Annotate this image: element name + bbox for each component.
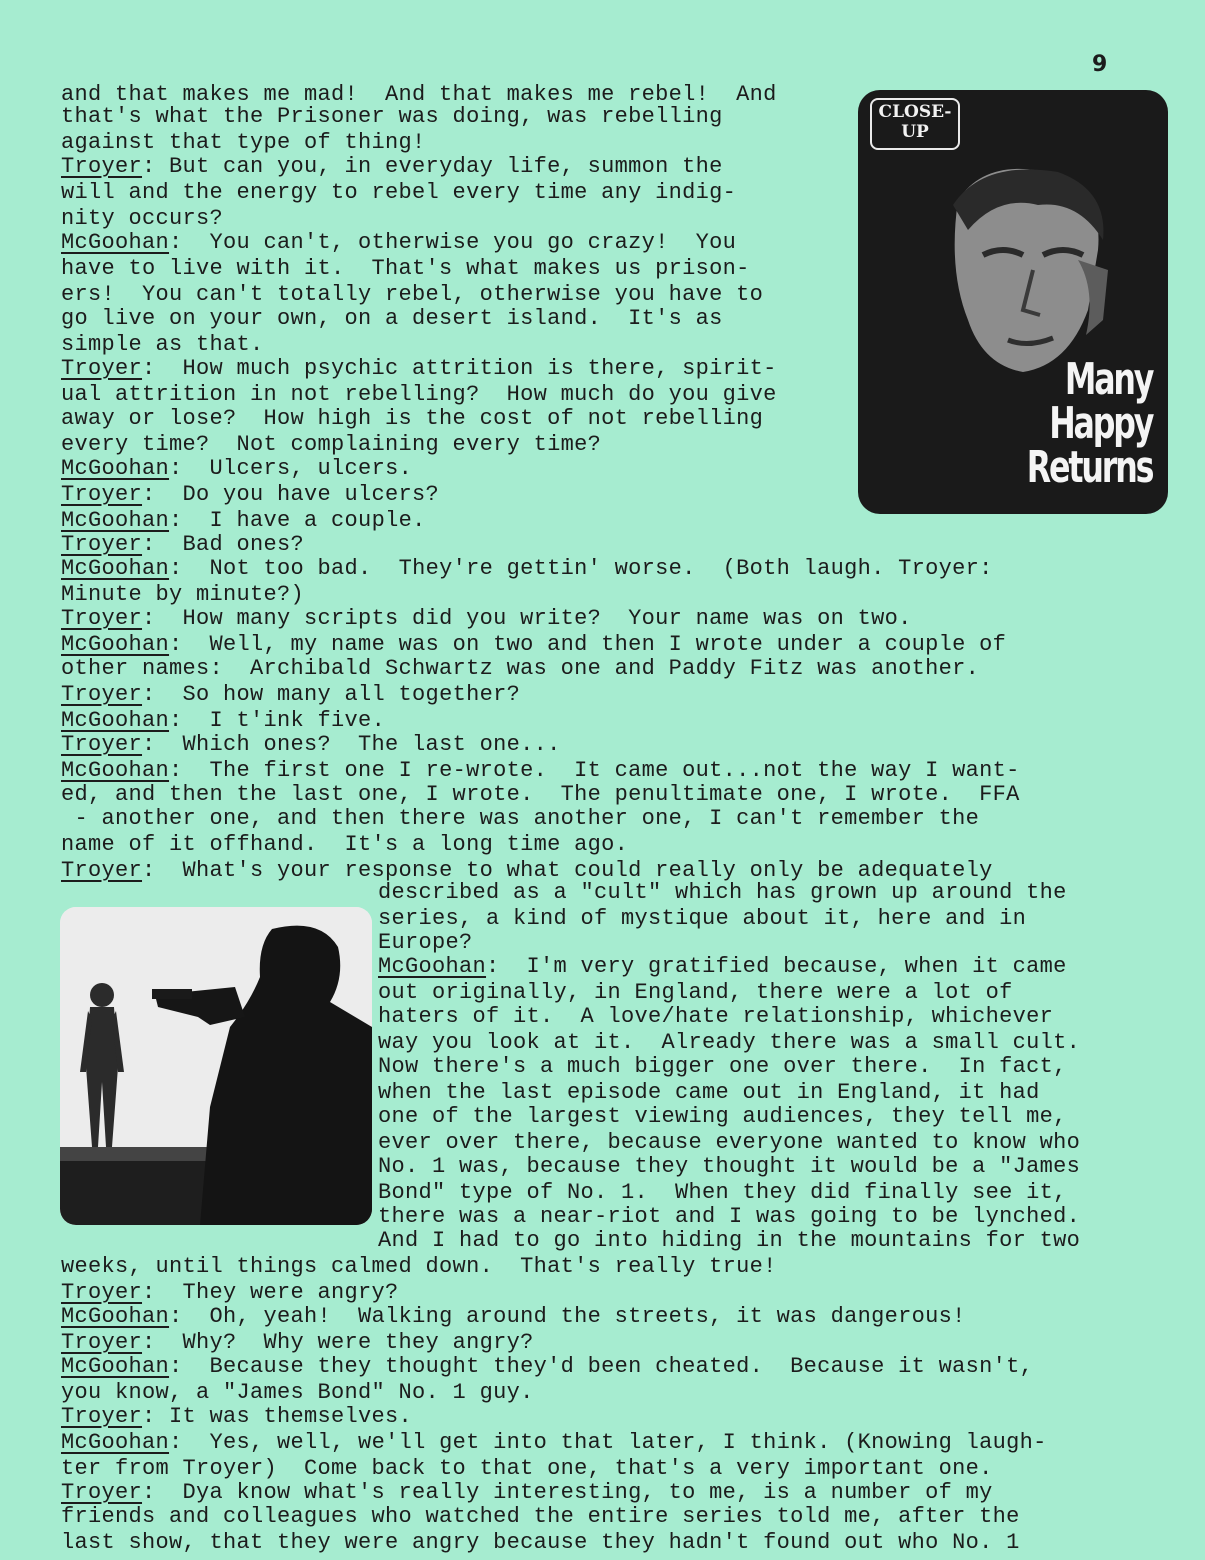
- title-line: Many: [1064, 354, 1152, 405]
- line-text: : I t'ink five.: [169, 708, 386, 733]
- text-line: [61, 256, 750, 281]
- line-text: that's what the Prisoner was doing, was rebelling: [61, 104, 723, 129]
- text-line: [61, 1456, 993, 1481]
- speaker-line: [61, 1304, 966, 1329]
- speaker-line: [61, 508, 426, 533]
- line-text: simple as that.: [61, 332, 264, 357]
- line-text: when the last episode came out in England, it had: [378, 1080, 1040, 1105]
- line-text: : Because they thought they'd been cheated. Because it wasn't,: [169, 1354, 1034, 1379]
- speaker-line: [61, 356, 777, 381]
- line-text: : What's your response to what could really only be adequately: [142, 858, 993, 883]
- line-text: away or lose? How high is the cost of not rebelling: [61, 406, 764, 431]
- text-line: [61, 406, 763, 431]
- speaker-line: [61, 682, 520, 707]
- line-text: ual attrition in not rebelling? How much do you give: [61, 382, 777, 407]
- text-line: [61, 282, 763, 307]
- line-text: ter from Troyer) Come back to that one, that's a very important one.: [61, 1456, 993, 1481]
- line-text: weeks, until things calmed down. That's really true!: [61, 1254, 777, 1279]
- speaker-name: Troyer: [61, 1330, 143, 1355]
- speaker-line: [61, 1480, 993, 1505]
- line-text: Bond" type of No. 1. When they did finally see it,: [378, 1180, 1067, 1205]
- speaker-name: McGoohan: [61, 1354, 170, 1379]
- line-text: ever over there, because everyone wanted to know who: [378, 1130, 1081, 1155]
- line-text: Now there's a much bigger one over there. In fact,: [378, 1054, 1067, 1079]
- text-line: [61, 832, 628, 857]
- line-text: friends and colleagues who watched the entire series told me, after the: [61, 1504, 1020, 1529]
- line-text: way you look at it. Already there was a small cult.: [378, 1030, 1081, 1055]
- text-line: [378, 1054, 1067, 1079]
- title-line: Returns: [1026, 442, 1152, 493]
- line-text: : Not too bad. They're gettin' worse. (Both laugh. Troyer:: [169, 556, 993, 581]
- line-text: No. 1 was, because they thought it would be a "James: [378, 1154, 1081, 1179]
- text-line: [61, 104, 723, 129]
- line-text: ers! You can't totally rebel, otherwise you have to: [61, 282, 764, 307]
- line-text: : Dya know what's really interesting, to me, is a number of my: [142, 1480, 993, 1505]
- line-text: : Well, my name was on two and then I wrote under a couple of: [169, 632, 1007, 657]
- text-line: [378, 1180, 1067, 1205]
- text-line: [61, 130, 426, 155]
- line-text: And I had to go into hiding in the mountains for two: [378, 1228, 1081, 1253]
- text-line: [61, 382, 777, 407]
- speaker-name: Troyer: [61, 532, 143, 557]
- title-line: Happy: [1048, 398, 1152, 449]
- speaker-name: Troyer: [61, 482, 143, 507]
- line-text: you know, a "James Bond" No. 1 guy.: [61, 1380, 534, 1405]
- close-up-photo: [858, 90, 1168, 514]
- face-portrait-icon: [928, 160, 1128, 380]
- speaker-name: McGoohan: [61, 1304, 170, 1329]
- speaker-name: Troyer: [61, 606, 143, 631]
- speaker-line: [61, 154, 723, 179]
- page-number: 9: [1092, 52, 1108, 77]
- badge-line: UP: [901, 122, 929, 142]
- text-line: [378, 1130, 1080, 1155]
- speaker-line: [61, 556, 993, 581]
- speaker-line: [61, 708, 385, 733]
- speaker-name: Troyer: [61, 154, 143, 179]
- line-text: Europe?: [378, 930, 473, 955]
- text-line: [61, 782, 1020, 807]
- line-text: and that makes me mad! And that makes me rebel! And: [61, 82, 777, 107]
- speaker-name: McGoohan: [378, 954, 487, 979]
- text-line: [61, 1380, 534, 1405]
- line-text: Minute by minute?): [61, 582, 305, 607]
- speaker-line: [61, 758, 1020, 783]
- line-text: : Which ones? The last one...: [142, 732, 561, 757]
- speaker-name: Troyer: [61, 356, 143, 381]
- speaker-name: McGoohan: [61, 456, 170, 481]
- line-text: against that type of thing!: [61, 130, 426, 155]
- text-line: [378, 980, 1013, 1005]
- speaker-name: Troyer: [61, 1404, 143, 1429]
- speaker-line: [61, 456, 412, 481]
- line-text: will and the energy to rebel every time any indig-: [61, 180, 737, 205]
- speaker-line: [61, 230, 736, 255]
- line-text: : Ulcers, ulcers.: [169, 456, 413, 481]
- speaker-name: McGoohan: [61, 758, 170, 783]
- line-text: : They were angry?: [142, 1280, 399, 1305]
- speaker-name: McGoohan: [61, 230, 170, 255]
- text-line: [378, 906, 1026, 931]
- gunman-silhouette-icon: [60, 907, 372, 1225]
- episode-title: [1026, 354, 1152, 493]
- line-text: go live on your own, on a desert island. It's as: [61, 306, 723, 331]
- speaker-name: Troyer: [61, 732, 143, 757]
- speaker-line: [61, 1354, 1033, 1379]
- text-line: [61, 180, 736, 205]
- text-line: [378, 1204, 1080, 1229]
- text-line: [61, 432, 601, 457]
- text-line: [378, 1104, 1067, 1129]
- text-line: [61, 582, 304, 607]
- speaker-name: Troyer: [61, 1280, 143, 1305]
- text-line: [378, 930, 473, 955]
- speaker-line: [61, 1430, 1047, 1455]
- line-text: have to live with it. That's what makes us prison-: [61, 256, 750, 281]
- text-line: [61, 206, 223, 231]
- line-text: : So how many all together?: [142, 682, 521, 707]
- line-text: described as a "cult" which has grown up around the: [378, 880, 1067, 905]
- line-text: : The first one I re-wrote. It came out...not the way I want-: [169, 758, 1020, 783]
- line-text: - another one, and then there was another one, I can't remember the: [61, 806, 980, 831]
- gunman-photo: [60, 907, 372, 1225]
- speaker-name: McGoohan: [61, 632, 170, 657]
- text-line: [61, 1254, 777, 1279]
- line-text: : I'm very gratified because, when it came: [486, 954, 1067, 979]
- line-text: name of it offhand. It's a long time ago.: [61, 832, 629, 857]
- speaker-line: [61, 1280, 399, 1305]
- text-line: [61, 656, 979, 681]
- line-text: there was a near-riot and I was going to be lynched.: [378, 1204, 1081, 1229]
- speaker-name: McGoohan: [61, 556, 170, 581]
- line-text: every time? Not complaining every time?: [61, 432, 602, 457]
- text-line: [61, 1504, 1020, 1529]
- text-line: [378, 1004, 1053, 1029]
- text-line: [378, 1154, 1080, 1179]
- text-line: [378, 1228, 1080, 1253]
- text-line: [378, 880, 1067, 905]
- speaker-line: [61, 632, 1006, 657]
- speaker-name: McGoohan: [61, 1430, 170, 1455]
- close-up-badge: [870, 98, 960, 150]
- line-text: haters of it. A love/hate relationship, whichever: [378, 1004, 1054, 1029]
- badge-line: CLOSE-: [878, 102, 952, 122]
- line-text: : How much psychic attrition is there, spirit-: [142, 356, 777, 381]
- speaker-name: Troyer: [61, 682, 143, 707]
- speaker-line: [378, 954, 1067, 979]
- line-text: one of the largest viewing audiences, they tell me,: [378, 1104, 1067, 1129]
- speaker-line: [61, 1404, 412, 1429]
- speaker-name: Troyer: [61, 1480, 143, 1505]
- speaker-line: [61, 732, 561, 757]
- text-line: [378, 1030, 1080, 1055]
- text-line: [61, 306, 723, 331]
- speaker-line: [61, 532, 304, 557]
- text-line: [378, 1080, 1040, 1105]
- line-text: : Oh, yeah! Walking around the streets, it was dangerous!: [169, 1304, 966, 1329]
- line-text: other names: Archibald Schwartz was one and Paddy Fitz was another.: [61, 656, 980, 681]
- line-text: : It was themselves.: [142, 1404, 413, 1429]
- speaker-line: [61, 1330, 534, 1355]
- speaker-line: [61, 606, 912, 631]
- text-line: [61, 332, 264, 357]
- line-text: : Bad ones?: [142, 532, 305, 557]
- line-text: series, a kind of mystique about it, here and in: [378, 906, 1027, 931]
- speaker-name: McGoohan: [61, 708, 170, 733]
- line-text: last show, that they were angry because they hadn't found out who No. 1: [61, 1530, 1020, 1555]
- line-text: : But can you, in everyday life, summon the: [142, 154, 723, 179]
- speaker-line: [61, 482, 439, 507]
- line-text: : I have a couple.: [169, 508, 426, 533]
- speaker-name: Troyer: [61, 858, 143, 883]
- line-text: nity occurs?: [61, 206, 224, 231]
- speaker-name: McGoohan: [61, 508, 170, 533]
- line-text: ed, and then the last one, I wrote. The penultimate one, I wrote. FFA: [61, 782, 1020, 807]
- text-line: [61, 806, 979, 831]
- line-text: out originally, in England, there were a lot of: [378, 980, 1013, 1005]
- line-text: : Yes, well, we'll get into that later, I think. (Knowing laugh-: [169, 1430, 1047, 1455]
- line-text: : Why? Why were they angry?: [142, 1330, 534, 1355]
- line-text: : You can't, otherwise you go crazy! You: [169, 230, 737, 255]
- line-text: : How many scripts did you write? Your name was on two.: [142, 606, 912, 631]
- text-line: [61, 1530, 1020, 1555]
- line-text: : Do you have ulcers?: [142, 482, 440, 507]
